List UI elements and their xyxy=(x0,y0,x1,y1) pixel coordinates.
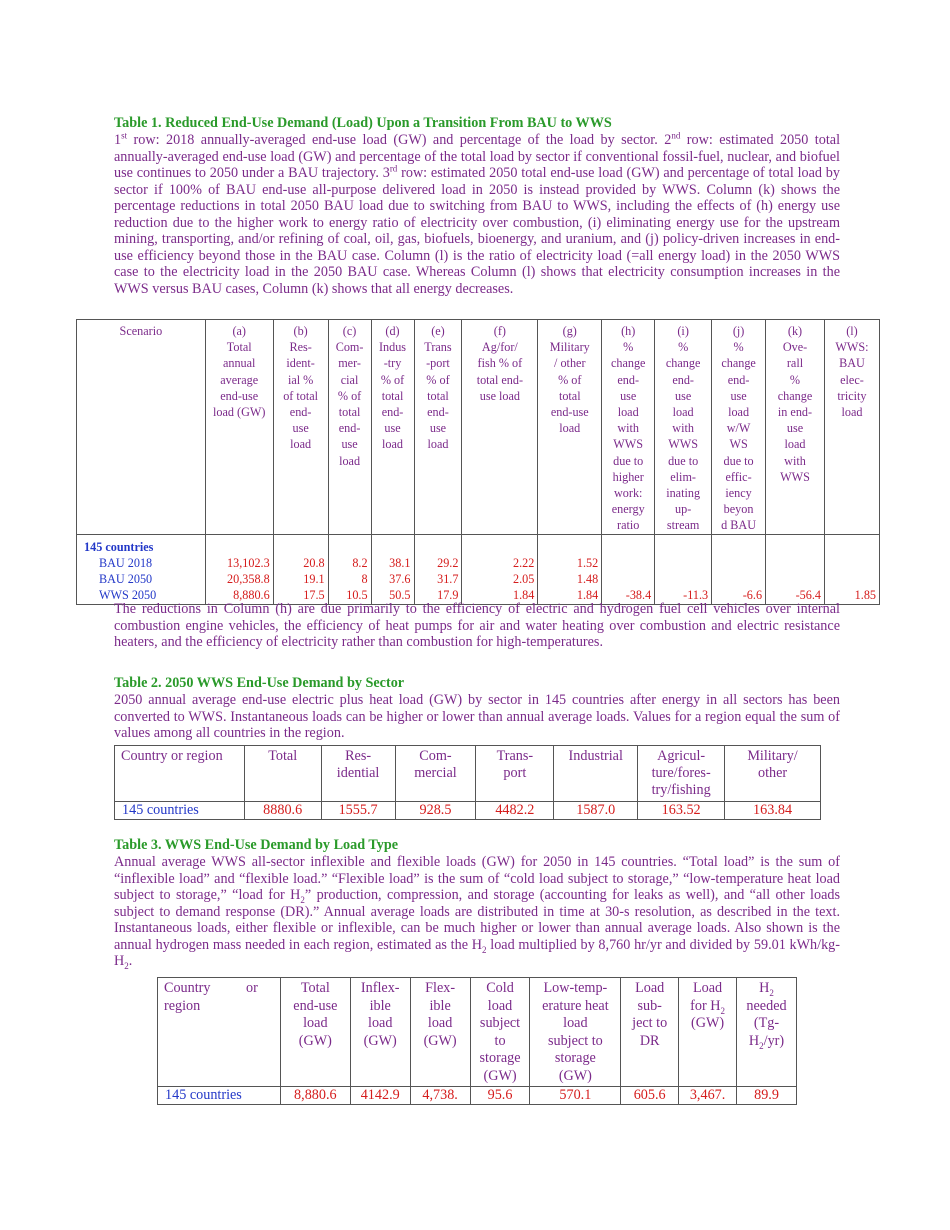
table1-cell: 31.7 xyxy=(414,571,462,587)
table3-caption xyxy=(114,854,840,970)
table2-header-cell: Country or region xyxy=(115,746,245,802)
table1-cell: -11.3 xyxy=(655,587,712,605)
table1-cell: 1.48 xyxy=(538,571,602,587)
table3-cell: 570.1 xyxy=(530,1086,621,1105)
table2-header-cell: Military/ other xyxy=(725,746,821,802)
table1-row-label: WWS 2050 xyxy=(77,587,206,605)
table1-row-label: BAU 2050 xyxy=(77,571,206,587)
table1-cell: 8 xyxy=(328,571,371,587)
table1-cell: -38.4 xyxy=(602,587,655,605)
table1-header-cell: (h) % change end- use load with WWS due to higher work: energy ratio xyxy=(602,320,655,535)
table1-cell: -6.6 xyxy=(712,587,766,605)
table3-header-cell: Low-temp- erature heat load subject to storage (GW) xyxy=(530,978,621,1087)
table1-cell xyxy=(766,571,825,587)
table3-header-cell xyxy=(679,978,737,1087)
table1-header-cell: (i) % change end- use load with WWS due to elim- inating up- stream xyxy=(655,320,712,535)
table1-title: Table 1. Reduced End-Use Demand (Load) Upon a Transition From BAU to WWS xyxy=(114,115,612,131)
table1-header-cell: Scenario xyxy=(77,320,206,535)
table1-row-label: BAU 2018 xyxy=(77,555,206,571)
table3-header-sub: 2 xyxy=(720,1005,725,1016)
table1-cell: 2.05 xyxy=(462,571,538,587)
table3-header-sub: 2 xyxy=(759,1040,764,1051)
table3-cell: 4142.9 xyxy=(350,1086,410,1105)
table1-row xyxy=(77,571,880,587)
table2-header-cell: Industrial xyxy=(554,746,638,802)
table1-cell xyxy=(328,534,371,555)
table1-cell: 2.22 xyxy=(462,555,538,571)
table1-cell xyxy=(602,571,655,587)
table2-header-row xyxy=(115,746,821,802)
table3-header-sub: 2 xyxy=(769,987,774,998)
table3-cell: 3,467. xyxy=(679,1086,737,1105)
table1-cell xyxy=(462,534,538,555)
table3-caption-sub: 2 xyxy=(482,944,487,955)
table1-cell xyxy=(602,534,655,555)
table3 xyxy=(157,977,797,1105)
table1-cell: 8.2 xyxy=(328,555,371,571)
table2-header-cell: Total xyxy=(244,746,321,802)
table3-caption-part: load multiplied by 8,760 hr/yr and divided by 59.01 kWh/kg-H xyxy=(114,936,840,969)
table2-cell: 4482.2 xyxy=(476,802,554,820)
table3-caption-part: . xyxy=(128,953,133,969)
table1-cell: 20,358.8 xyxy=(205,571,273,587)
table3-header-cell xyxy=(737,978,797,1087)
table1-header-row xyxy=(77,320,880,535)
table1-cell xyxy=(712,571,766,587)
table2 xyxy=(114,745,821,820)
table1-caption-part: row: estimated 2050 total end-use load (GW) and percentage of total load by sector if 100% of BAU end-use all-purpose delivered load in 2050 is instead provided by WWS. Column (k) shows the percentage reductions in total 2050 BAU load due to switching from BAU to WWS, including the effects of (h) energy use reduction due to the higher work to energy ratio of electricity over combustion, (i) eliminating energy use for the upstream mining, transporting, and/or refining of coal, oil, gas, biofuels, bioenergy, and uranium, and (j) policy-driven increases in end-use efficiency beyond those in the BAU case. Column (l) is the ratio of electricity load (=all energy load) in the 2050 WWS case to the electricity load in the 2050 BAU case. Whereas Column (l) shows that electricity consumption increases in the WWS versus BAU cases, Column (k) shows that all energy decreases. xyxy=(114,165,840,297)
table1-cell: 50.5 xyxy=(371,587,414,605)
table1-caption-part: row: estimated 2050 total annually-averaged end-use load (GW) and percentage of the total load by sector if conventional fossil-fuel, nuclear, and biofuel use continues to 2050 under a BAU trajectory. 3 xyxy=(114,132,841,181)
table1-cell: 17.9 xyxy=(414,587,462,605)
table1-cell: 10.5 xyxy=(328,587,371,605)
table2-header-cell: Agricul- ture/fores- try/fishing xyxy=(638,746,725,802)
table1-header-cell: (g) Military / other % of total end-use load xyxy=(538,320,602,535)
table3-header-cell: Cold load subject to storage (GW) xyxy=(470,978,530,1087)
table1-cell xyxy=(655,555,712,571)
table3-header-text: H xyxy=(759,980,770,996)
table2-header-cell: Com- mercial xyxy=(395,746,476,802)
table1-cell: 19.1 xyxy=(273,571,328,587)
table3-header-row xyxy=(158,978,797,1087)
table1-cell xyxy=(655,534,712,555)
table3-header-cell: Load sub- ject to DR xyxy=(621,978,679,1087)
table1-header-cell: (k) Ove- rall % change in end- use load with WWS xyxy=(766,320,825,535)
table1-header-cell: (a) Total annual average end-use load (GW) xyxy=(205,320,273,535)
table1-caption-sup: rd xyxy=(389,163,398,174)
table1-cell: 1.85 xyxy=(824,587,879,605)
table1-cell xyxy=(712,534,766,555)
table3-caption-sub: 2 xyxy=(300,894,305,905)
table1-cell xyxy=(766,555,825,571)
table3-row xyxy=(158,1086,797,1105)
table3-cell: 605.6 xyxy=(621,1086,679,1105)
table1-cell: 13,102.3 xyxy=(205,555,273,571)
table1-cell: 1.84 xyxy=(538,587,602,605)
table1-cell: 38.1 xyxy=(371,555,414,571)
table1-cell xyxy=(414,534,462,555)
table3-title: Table 3. WWS End-Use Demand by Load Type xyxy=(114,837,399,853)
table2-cell: 163.84 xyxy=(725,802,821,820)
table3-header-cell: Total end-use load (GW) xyxy=(280,978,350,1087)
table3-header-text: /yr) xyxy=(763,1032,785,1049)
table1-header-cell: (j) % change end- use load w/W WS due to effic- iency beyon d BAU xyxy=(712,320,766,535)
table1-cell xyxy=(602,555,655,571)
table1-header-cell: (f) Ag/for/ fish % of total end- use load xyxy=(462,320,538,535)
table1-header-cell: (l) WWS: BAU elec- tricity load xyxy=(824,320,879,535)
table1-cell xyxy=(824,534,879,555)
table2-row xyxy=(115,802,821,820)
table3-header-cell: Flex- ible load (GW) xyxy=(410,978,470,1087)
table1-cell: 8,880.6 xyxy=(205,587,273,605)
table1-cell: 17.5 xyxy=(273,587,328,605)
table3-caption-part: ” production, compression, and storage (accounting for leaks as well), and “all other loads subject to demand response (DR).” Annual average loads are distributed in time at 30-s resolution, as described in the text. Instantaneous loads, either flexible or inflexible, can be much higher or lower than annual average loads. Also shown is the annual hydrogen mass needed in each region, estimated as the H xyxy=(114,887,840,953)
table1-caption-part: 1 xyxy=(114,132,122,148)
table2-row-label: 145 countries xyxy=(115,802,245,820)
table3-row-label: 145 countries xyxy=(158,1086,281,1105)
table1-cell xyxy=(766,534,825,555)
table1 xyxy=(76,319,880,605)
table1-group-row xyxy=(77,534,880,555)
table2-cell: 1555.7 xyxy=(321,802,395,820)
table3-header-text: (GW) xyxy=(691,1015,725,1032)
table2-cell: 163.52 xyxy=(638,802,725,820)
table2-caption: 2050 annual average end-use electric plus heat load (GW) by sector in 145 countries after energy in all sectors has been converted to WWS. Instantaneous loads can be higher or lower than annual average loads. Values for a region equal the sum of values among all countries in the region. xyxy=(114,692,840,741)
table1-note: The reductions in Column (h) are due primarily to the efficiency of electric and hydrogen fuel cell vehicles over internal combustion engine vehicles, the efficiency of heat pumps for air and water heating over combustion and electric resistance heaters, and the efficiency of electricity rather than combustion for high-temperatures. xyxy=(114,601,840,650)
table3-caption-sub: 2 xyxy=(124,960,129,971)
table1-cell xyxy=(824,555,879,571)
table1-cell: -56.4 xyxy=(766,587,825,605)
table1-caption-part: row: 2018 annually-averaged end-use load (GW) and percentage of the load by sector. 2 xyxy=(127,132,672,148)
table3-header-text: Load for H xyxy=(690,980,723,1014)
table2-header-cell: Res- idential xyxy=(321,746,395,802)
table1-cell xyxy=(655,571,712,587)
table3-header-text: needed (Tg- H xyxy=(746,997,787,1049)
table3-cell: 4,738. xyxy=(410,1086,470,1105)
table3-cell: 89.9 xyxy=(737,1086,797,1105)
table2-header-cell: Trans- port xyxy=(476,746,554,802)
table1-caption-sup: nd xyxy=(671,130,681,141)
table3-header-cell: Country or region xyxy=(158,978,281,1087)
table1-cell xyxy=(712,555,766,571)
table1-cell xyxy=(538,534,602,555)
table1-cell: 29.2 xyxy=(414,555,462,571)
table2-cell: 1587.0 xyxy=(554,802,638,820)
table1-header-cell: (e) Trans -port % of total end- use load xyxy=(414,320,462,535)
table2-cell: 8880.6 xyxy=(244,802,321,820)
table1-cell xyxy=(371,534,414,555)
table2-title: Table 2. 2050 WWS End-Use Demand by Sector xyxy=(114,675,405,691)
table1-cell: 37.6 xyxy=(371,571,414,587)
table1-header-cell: (d) Indus -try % of total end- use load xyxy=(371,320,414,535)
table1-caption xyxy=(114,132,840,297)
table3-cell: 8,880.6 xyxy=(280,1086,350,1105)
table3-cell: 95.6 xyxy=(470,1086,530,1105)
table1-row xyxy=(77,555,880,571)
table1-cell: 1.52 xyxy=(538,555,602,571)
table1-group-label: 145 countries xyxy=(77,534,206,555)
table3-header-cell: Inflex- ible load (GW) xyxy=(350,978,410,1087)
table1-cell: 1.84 xyxy=(462,587,538,605)
table1-caption-sup: st xyxy=(121,130,128,141)
table1-header-cell: (c) Com- mer- cial % of total end- use load xyxy=(328,320,371,535)
table1-header-cell: (b) Res- ident- ial % of total end- use load xyxy=(273,320,328,535)
table1-cell xyxy=(824,571,879,587)
table3-caption-part: Annual average WWS all-sector inflexible and flexible loads (GW) for 2050 in 145 countries. “Total load” is the sum of “inflexible load” and “flexible load.” “Flexible load” is the sum of “cold load subject to storage,” “low-temperature heat load subject to storage,” “load for H xyxy=(114,854,840,903)
table2-cell: 928.5 xyxy=(395,802,476,820)
table1-cell xyxy=(205,534,273,555)
table1-cell: 20.8 xyxy=(273,555,328,571)
table1-cell xyxy=(273,534,328,555)
